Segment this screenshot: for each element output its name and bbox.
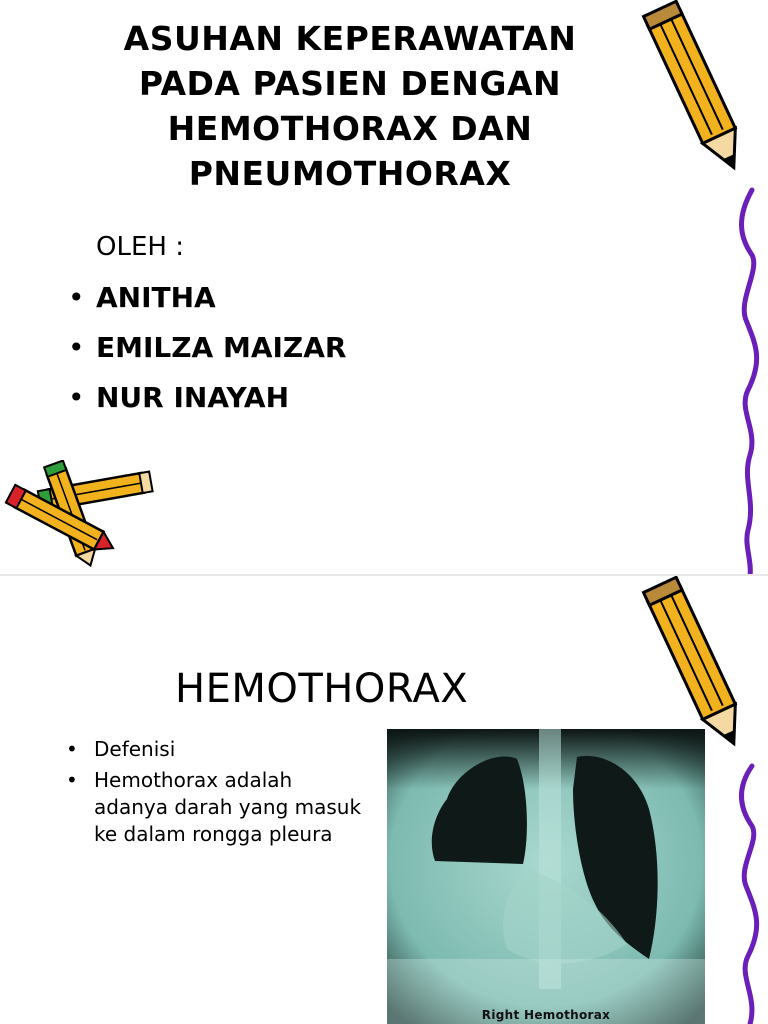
- list-item: [66, 767, 366, 848]
- title-line: PADA PASIEN DENGAN: [138, 64, 562, 103]
- chest-xray-icon: [387, 729, 705, 1024]
- list-item: [68, 278, 346, 328]
- slide-title: HEMOTHORAX: [175, 666, 469, 712]
- author-name: NUR INAYAH: [96, 381, 290, 414]
- list-item: [68, 328, 346, 378]
- bullet: •: [66, 768, 78, 792]
- bullet: •: [68, 381, 85, 414]
- crossed-pencils-icon: [0, 460, 160, 570]
- pencil-icon: [640, 576, 760, 766]
- list-item: [66, 736, 366, 763]
- title-line: HEMOTHORAX DAN: [167, 109, 533, 148]
- xray-image: [387, 729, 705, 1024]
- xray-caption: Right Hemothorax: [481, 1008, 611, 1022]
- slide-2: [0, 576, 768, 1024]
- definition-list: [66, 736, 366, 852]
- bullet: •: [66, 737, 78, 761]
- slide-title: [60, 16, 640, 196]
- author-name: EMILZA MAIZAR: [96, 331, 347, 364]
- title-line: PNEUMOTHORAX: [188, 154, 512, 193]
- author-list: [68, 278, 346, 428]
- bullet: •: [68, 331, 85, 364]
- bullet-text: Defenisi: [94, 737, 176, 761]
- by-label: OLEH :: [96, 232, 184, 262]
- author-name: ANITHA: [96, 281, 216, 314]
- title-line: ASUHAN KEPERAWATAN: [123, 19, 577, 58]
- list-item: [68, 378, 346, 428]
- bullet: •: [68, 281, 85, 314]
- bullet-text: Hemothorax adalah adanya darah yang masuk ke dalam rongga pleura: [94, 768, 362, 846]
- pencil-icon: [640, 0, 760, 190]
